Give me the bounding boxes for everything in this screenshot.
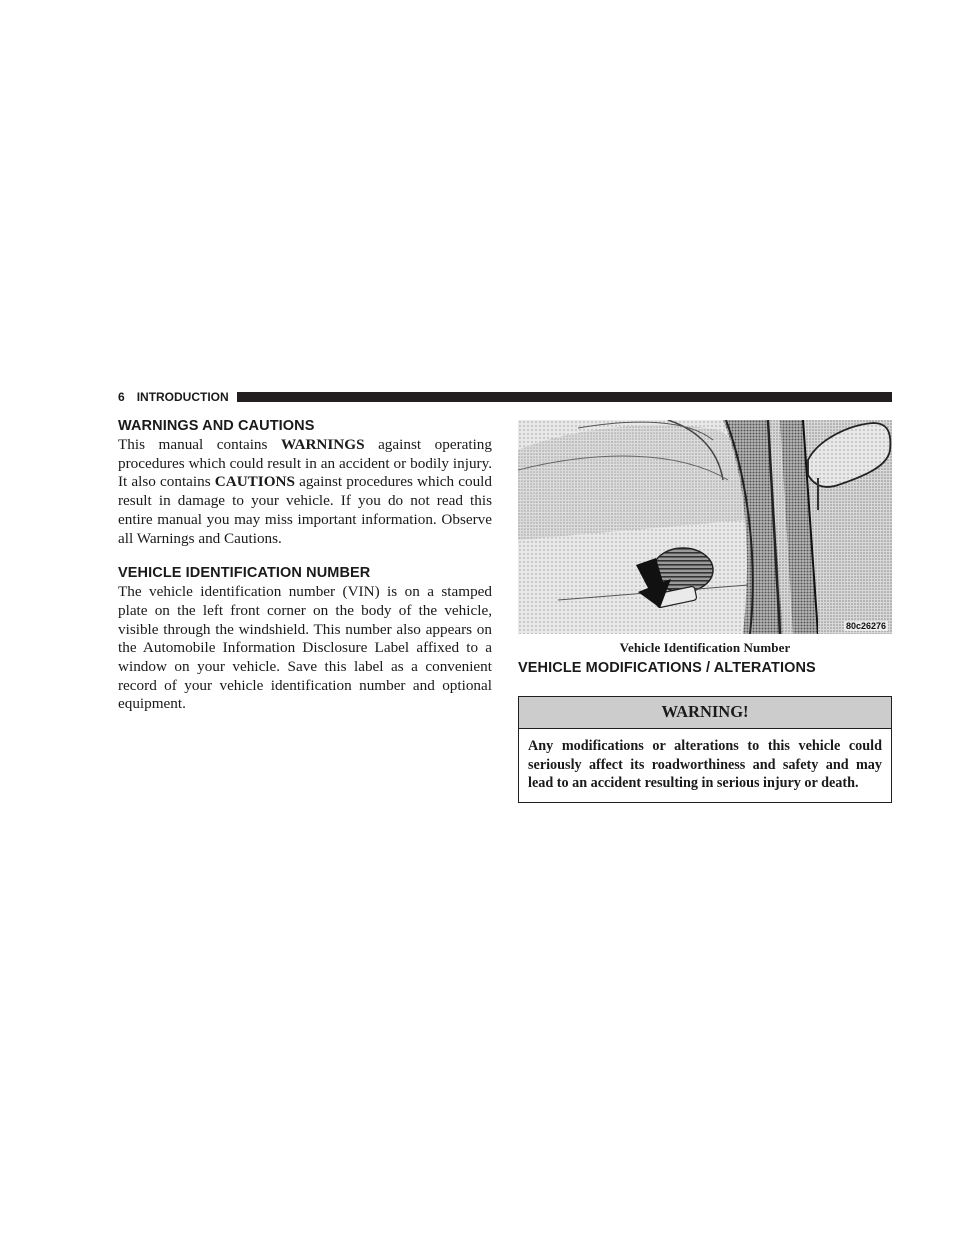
vin-heading: VEHICLE IDENTIFICATION NUMBER — [118, 565, 371, 582]
section-title: INTRODUCTION — [136, 390, 229, 404]
warning-box — [518, 696, 892, 803]
modifications-heading: VEHICLE MODIFICATIONS / ALTERATIONS — [518, 660, 816, 676]
warning-text: Any modifications or alterations to this vehicle could seriously affect its roadworthiness and safety and may lead to an accident resulting in serious injury or death. — [528, 738, 882, 792]
page-number: 6 — [118, 390, 125, 404]
vin-location-drawing — [518, 420, 892, 634]
right-column — [518, 420, 892, 803]
text-segment: This manual contains — [118, 436, 281, 453]
warning-heading: WARNING! — [519, 697, 891, 729]
text-segment: against procedures which could result in damage to your vehicle. If you do not read this entire manual you may miss important information. Observe all Warnings and Cautions. — [118, 473, 492, 547]
page-header — [118, 390, 892, 404]
figure-caption: Vehicle Identification Number — [619, 640, 791, 655]
vin-paragraph: The vehicle identification number (VIN) is on a stamped plate on the left front corner on the body of the vehicle, visible through the windshield. This number also appears on the Automobile Information Disclosure Label affixed to a window on your vehicle. Save this label as a convenient record of your vehicle identification number and optional equipment. — [118, 583, 492, 713]
warnings-cautions-paragraph — [118, 436, 492, 548]
warnings-cautions-heading: WARNINGS AND CAUTIONS — [118, 418, 315, 434]
vin-illustration — [518, 420, 892, 634]
header-rule — [237, 392, 892, 402]
bold-term-cautions: CAUTIONS — [214, 473, 295, 491]
bold-term-warnings: WARNINGS — [280, 436, 365, 453]
text-segment: against operating procedures which could result in an accident or bodily injury. It also contains — [118, 436, 492, 491]
left-column — [118, 418, 492, 714]
figure-code: 80c26276 — [845, 621, 886, 631]
